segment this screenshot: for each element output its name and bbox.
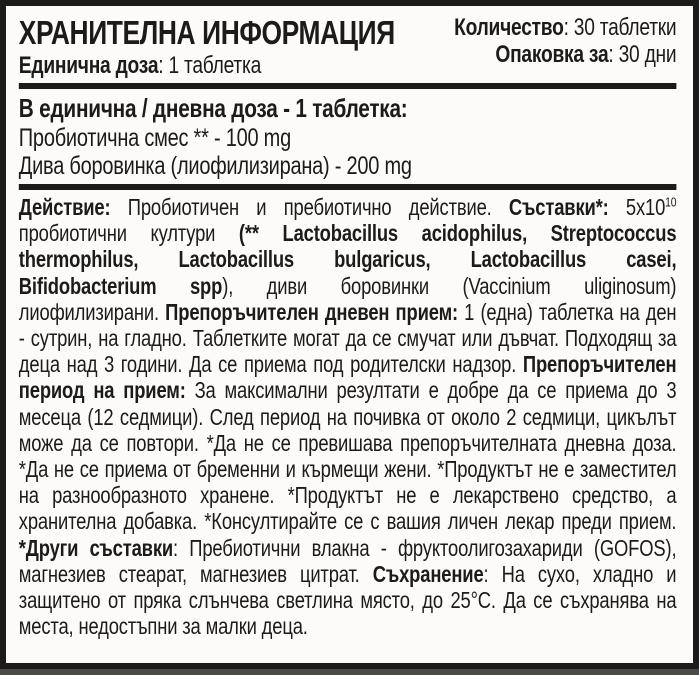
ingredients-exponent: 10 (665, 194, 677, 210)
panel-header (19, 14, 677, 79)
ingredients-label: Съставки*: (508, 194, 609, 220)
intake-period-label: Препоръчителен период на прием: (18, 351, 677, 404)
dose-item-probiotic-blend: Пробиотична смес ** - 100 mg (18, 124, 291, 152)
header-left-column (19, 14, 454, 79)
dose-item-wild-bilberry: Дива боровинка (лиофилизирана) - 200 mg (18, 152, 412, 180)
daily-intake-text: 1 (една) таблетка на ден - сутрин, на гладно. Таблетките могат да се смучат или дъвчат. Подходящ за деца над 3 години. Да се приема под родителски надзор. (18, 298, 677, 378)
divider-middle (19, 184, 677, 190)
cultures-species-list: (** Lactobacillus acidophilus, Streptococcus thermophilus, Lactobacillus bulgaricus, Lactobacillus casei, Bifidobacterium spp (18, 220, 677, 299)
daily-intake-label: Препоръчителен дневен прием: (165, 298, 458, 325)
single-dose-value: : 1 таблетка (158, 52, 262, 79)
package-label: Опаковка за (495, 41, 609, 68)
single-dose-label: Единична доза (18, 52, 159, 79)
action-text: Пробиотичен и пребиотично действие. (110, 194, 509, 220)
storage-text: : На сухо, хладно и защитено от пряка слънчева светлина място, до 25°C. Да се съхранява на места, недостъпни за малки деца. (18, 560, 677, 640)
details-paragraph (19, 194, 677, 639)
ingredients-count: 5x10 (608, 194, 666, 220)
header-right-column (454, 14, 676, 68)
package-value: : 30 дни (608, 41, 677, 68)
cultures-intro: пробиотични култури (18, 220, 239, 247)
panel-content (6, 6, 689, 639)
storage-label: Съхранение (372, 560, 484, 587)
dose-section (19, 93, 677, 180)
quantity-label: Количество (454, 14, 564, 41)
other-ingredients-text: : Пребиотични влакна - фруктоолигозахариди (GOFOS), магнезиев стеарат, магнезиев цитрат. (18, 534, 677, 587)
single-dose-row (19, 52, 454, 79)
intake-period-text: За максимални резултати е добре да се приема до 3 месеца (12 седмици). След период на почивка от около 2 седмици, цикълът може да се повтори. *Да не се превишава препоръчителната дневна доза. *Да не се приема от бременни и кърмещи жени. *Продуктът не е заместител на разнообразното хранене. *Продуктът не е лекарствено средство, а хранителна добавка. *Консултирайте се с вашия личен лекар преди прием. (18, 377, 677, 535)
package-edge-strip (0, 669, 699, 675)
quantity-value: : 30 таблетки (563, 14, 677, 41)
panel-title: ХРАНИТЕЛНА ИНФОРМАЦИЯ (18, 14, 395, 51)
quantity-row (454, 14, 676, 41)
divider-top (19, 83, 677, 89)
action-label: Действие: (18, 194, 111, 220)
cultures-rest: ), диви боровинки (Vaccinium uliginosum) лиофилизирани. (18, 272, 677, 325)
dose-heading: В единична / дневна доза - 1 таблетка: (18, 93, 408, 123)
other-ingredients-label: *Други съставки (18, 534, 174, 561)
package-row (454, 41, 676, 68)
